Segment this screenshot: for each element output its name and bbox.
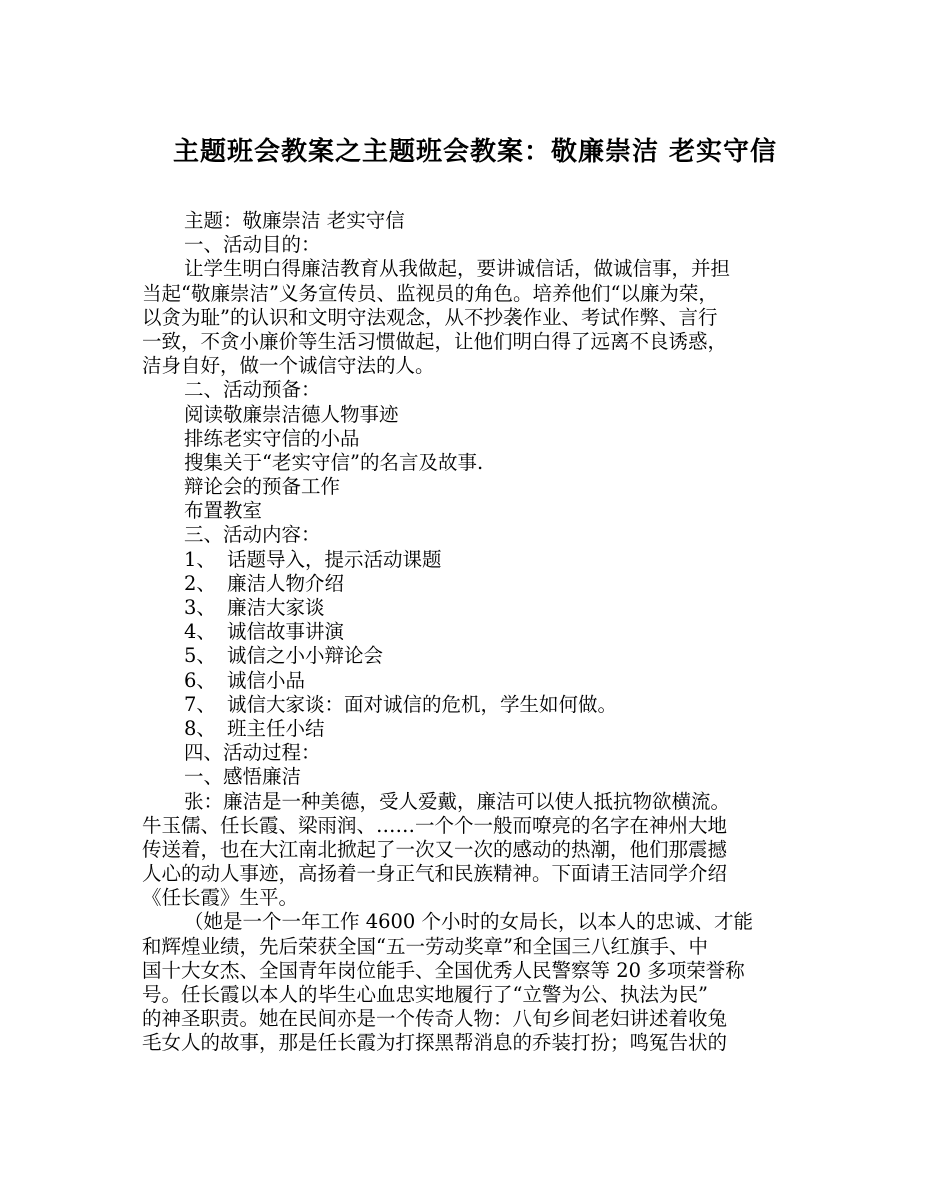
prep-item: 布置教室 <box>184 499 263 523</box>
document-body <box>142 209 814 1056</box>
content-item-text: 班主任小结 <box>227 716 325 740</box>
paragraph-line: 的神圣职责。她在民间亦是一个传奇人物：八旬乡间老妇讲述着收兔 <box>142 1007 728 1031</box>
section-heading-purpose: 一、活动目的： <box>184 233 321 257</box>
content-item-number: 4、 <box>184 620 216 644</box>
content-item <box>142 572 814 596</box>
content-item-text: 廉洁人物介绍 <box>227 571 345 595</box>
content-item-number: 8、 <box>184 716 216 740</box>
paragraph-line: 张：廉洁是一种美德，受人爱戴，廉洁可以使人抵抗物欲横流。 <box>184 789 731 813</box>
content-item-text: 诚信小品 <box>227 668 306 692</box>
content-item <box>142 644 814 668</box>
paragraph-line: 传送着，也在大江南北掀起了一次又一次的感动的热潮，他们那震撼 <box>142 837 728 861</box>
subsection-heading: 一、感悟廉洁 <box>184 765 302 789</box>
paragraph-line: （她是一个一年工作 4600 个小时的女局长，以本人的忠诚、才能 <box>184 910 754 934</box>
content-item-text: 廉洁大家谈 <box>227 596 325 619</box>
content-item <box>142 620 814 644</box>
content-item-number: 2、 <box>184 571 216 595</box>
paragraph-line: 号。任长霞以本人的毕生心血忠实地履行了“立警为公、执法为民” <box>142 983 708 1006</box>
purpose-paragraph-line: 当起“敬廉崇洁”义务宣传员、监视员的角色。培养他们“以廉为荣， <box>142 281 718 305</box>
paragraph-line: 国十大女杰、全国青年岗位能手、全国优秀人民警察等 20 多项荣誉称 <box>142 958 745 982</box>
content-item-number: 6、 <box>184 668 216 692</box>
prep-item: 排练老实守信的小品 <box>184 426 360 450</box>
purpose-paragraph-line: 以贪为耻”的认识和文明守法观念，从不抄袭作业、考试作弊、言行 <box>142 305 718 329</box>
prep-item: 阅读敬廉崇洁德人物事迹 <box>184 402 399 426</box>
purpose-paragraph-line: 一致，不贪小廉价等生活习惯做起，让他们明白得了远离不良诱惑， <box>142 329 728 353</box>
content-item <box>142 717 814 741</box>
paragraph-line: 和辉煌业绩，先后荣获全国“五一劳动奖章”和全国三八红旗手、中 <box>142 934 708 958</box>
content-item-text: 话题导入，提示活动课题 <box>227 547 442 571</box>
section-heading-preparation: 二、活动预备： <box>184 378 321 402</box>
content-item-number: 1、 <box>184 547 216 571</box>
content-item-text: 诚信大家谈：面对诚信的危机，学生如何做。 <box>227 692 618 716</box>
content-item-number: 5、 <box>184 644 216 668</box>
content-item-text: 诚信之小小辩论会 <box>227 644 384 668</box>
theme-line: 主题：敬廉崇洁 老实守信 <box>184 209 405 232</box>
content-item-number: 3、 <box>184 596 216 619</box>
paragraph-line: 牛玉儒、任长霞、梁雨润、……一个个一般而嘹亮的名字在神州大地 <box>142 813 728 837</box>
section-heading-process: 四、活动过程： <box>184 741 321 765</box>
purpose-paragraph-line: 洁身自好，做一个诚信守法的人。 <box>142 354 435 378</box>
paragraph-line: 毛女人的故事，那是任长霞为打探黑帮消息的乔装打扮；鸣冤告状的 <box>142 1031 728 1055</box>
content-item <box>142 548 814 572</box>
purpose-paragraph-line: 让学生明白得廉洁教育从我做起，要讲诚信话，做诚信事，并担 <box>184 257 731 281</box>
content-item <box>142 596 814 620</box>
paragraph-line: 《任长霞》生平。 <box>142 886 299 910</box>
paragraph-line: 人心的动人事迹，高扬着一身正气和民族精神。下面请王洁同学介绍 <box>142 862 728 886</box>
prep-item: 搜集关于“老实守信”的名言及故事. <box>184 450 484 474</box>
content-item-text: 诚信故事讲演 <box>227 620 345 644</box>
content-item-number: 7、 <box>184 692 216 716</box>
prep-item: 辩论会的预备工作 <box>184 475 341 499</box>
content-item <box>142 669 814 693</box>
content-item <box>142 693 814 717</box>
section-heading-content: 三、活动内容： <box>184 523 321 547</box>
document-title: 主题班会教案之主题班会教案：敬廉崇洁 老实守信 <box>172 137 778 167</box>
